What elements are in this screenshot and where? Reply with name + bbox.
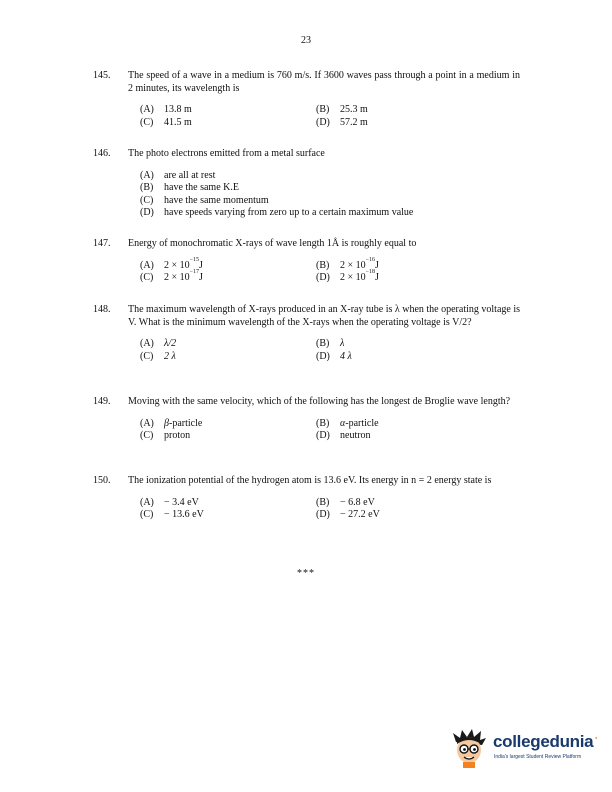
question-149 [93, 396, 523, 443]
option-b: (B) have the same K.E [140, 182, 239, 193]
option-b: (B) λ [316, 338, 345, 349]
option-c: (C) have the same momentum [140, 194, 269, 206]
option-a: (A) 2 × 10 −15 J [140, 256, 203, 271]
mascot-icon [450, 728, 488, 768]
option-a: (A) − 3.4 eV [140, 496, 199, 508]
question-150 [93, 475, 523, 522]
option-d: (D) 4 λ [316, 350, 352, 362]
question-number: 145. [93, 70, 111, 81]
question-text: Energy of monochromatic X-rays of wave length 1Å is roughly equal to [128, 238, 417, 249]
options [140, 338, 523, 363]
question-number: 147. [93, 238, 111, 249]
question-147 [93, 238, 523, 285]
option-d: (D) 2 × 10 −18 J [316, 269, 379, 283]
options [140, 104, 523, 129]
option-b: (B) α -particle [316, 417, 379, 429]
option-c: (C) 2 λ [140, 350, 176, 362]
question-number: 148. [93, 304, 111, 315]
option-d: (D) − 27.2 eV [316, 509, 380, 520]
option-c: (C) 2 × 10 −17 J [140, 269, 203, 283]
option-b: (B) 25.3 m [316, 104, 368, 115]
options [140, 497, 523, 522]
option-a: (A) λ/2 [140, 338, 177, 349]
logo-wordmark: collegedunia [493, 732, 594, 751]
option-a: (A) 13.8 m [140, 104, 192, 115]
option-b: (B) 2 × 10 −16 J [316, 256, 379, 271]
option-c: (C) − 13.6 eV [140, 509, 204, 520]
page-number: 23 [301, 35, 311, 46]
logo-tagline: India's largest Student Review Platform [494, 754, 582, 760]
option-b: (B) − 6.8 eV [316, 496, 375, 508]
options [140, 418, 523, 443]
question-number: 146. [93, 148, 111, 159]
option-a: (A) β -particle [140, 417, 203, 429]
question-148 [93, 304, 523, 363]
option-c: (C) proton [140, 430, 191, 441]
collegedunia-logo [450, 728, 600, 768]
question-text: The ionization potential of the hydrogen atom is 13.6 eV. Its energy in n = 2 energy state is [128, 475, 492, 486]
option-d: (D) have speeds varying from zero up to a certain maximum value [140, 207, 414, 218]
question-number: 149. [93, 396, 111, 407]
question-text: Moving with the same velocity, which of the following has the longest de Broglie wave length? [128, 396, 511, 407]
logo-dot-mark: ● [595, 735, 598, 740]
question-145 [93, 70, 523, 129]
question-text: The speed of a wave in a medium is 760 m/s. If 3600 waves pass through a point in a medium in 2 minutes, its wavelength is [128, 70, 520, 94]
question-146 [93, 148, 523, 220]
option-a: (A) are all at rest [140, 169, 216, 181]
options [140, 170, 523, 220]
option-d: (D) 57.2 m [316, 116, 368, 128]
options [140, 256, 523, 285]
question-text: The photo electrons emitted from a metal surface [128, 148, 325, 159]
question-text: The maximum wavelength of X-rays produced in an X-ray tube is λ when the operating voltage is V. What is the minimum wavelength of the X-rays when the operating voltage is V/2? [128, 304, 520, 328]
end-mark: *** [297, 568, 315, 579]
option-c: (C) 41.5 m [140, 116, 192, 128]
question-number: 150. [93, 475, 111, 486]
option-d: (D) neutron [316, 430, 371, 441]
